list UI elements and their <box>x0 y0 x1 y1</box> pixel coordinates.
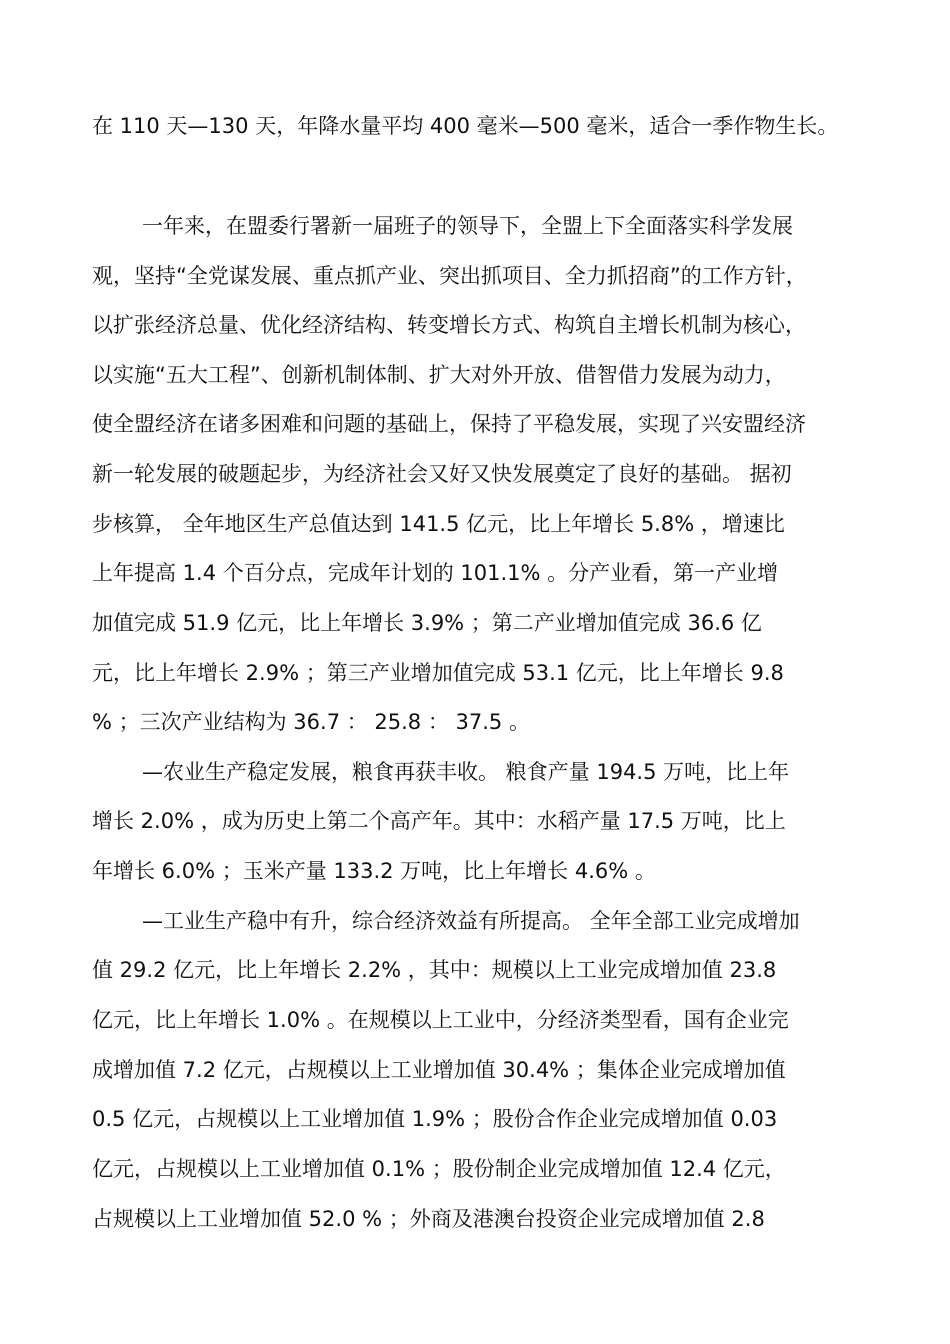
text-line: 年增长 6.0% ；玉米产量 133.2 万吨，比上年增长 4.6% 。 <box>92 859 656 883</box>
text-line: 亿元，比上年增长 1.0% 。在规模以上工业中，分经济类型看，国有企业完 <box>92 1008 789 1032</box>
text-line: 值 29.2 亿元，比上年增长 2.2% ，其中：规模以上工业完成增加值 23.8 <box>92 958 777 982</box>
text-line: 上年提高 1.4 个百分点，完成年计划的 101.1% 。分产业看，第一产业增 <box>92 561 779 585</box>
text-line: 亿元，占规模以上工业增加值 0.1% ；股份制企业完成增加值 12.4 亿元， <box>92 1157 786 1181</box>
text-line: 元，比上年增长 2.9% ；第三产业增加值完成 53.1 亿元，比上年增长 9.8 <box>92 661 784 685</box>
text-line: 步核算， 全年地区生产总值达到 141.5 亿元，比上年增长 5.8% ，增速比 <box>92 512 785 536</box>
text-line: 增长 2.0% ，成为历史上第二个高产年。其中：水稻产量 17.5 万吨，比上 <box>92 809 786 833</box>
text-line: —农业生产稳定发展，粮食再获丰收。 粮食产量 194.5 万吨，比上年 <box>142 760 790 784</box>
text-line: 在 110 天—130 天，年降水量平均 400 毫米—500 毫米，适合一季作物生长。 <box>92 114 839 138</box>
text-line: 使全盟经济在诸多困难和问题的基础上，保持了平稳发展，实现了兴安盟经济 <box>92 412 806 436</box>
text-line: —工业生产稳中有升，综合经济效益有所提高。 全年全部工业完成增加 <box>142 909 800 933</box>
text-line: 新一轮发展的破题起步，为经济社会又好又快发展奠定了良好的基础。 据初 <box>92 462 792 486</box>
text-line: 以实施“五大工程”、创新机制体制、扩大对外开放、借智借力发展为动力， <box>92 363 786 387</box>
text-line: 0.5 亿元，占规模以上工业增加值 1.9% ；股份合作企业完成增加值 0.03 <box>92 1107 778 1131</box>
text-line: 一年来，在盟委行署新一届班子的领导下，全盟上下全面落实科学发展 <box>142 214 793 238</box>
text-line: 以扩张经济总量、优化经济结构、转变增长方式、构筑自主增长机制为核心， <box>92 313 806 337</box>
text-line: % ；三次产业结构为 36.7 ： 25.8 ： 37.5 。 <box>92 710 530 734</box>
text-line: 成增加值 7.2 亿元，占规模以上工业增加值 30.4% ；集体企业完成增加值 <box>92 1058 786 1082</box>
text-line: 观，坚持“全党谋发展、重点抓产业、突出抓项目、全力抓招商”的工作方针， <box>92 264 807 288</box>
text-line: 加值完成 51.9 亿元，比上年增长 3.9% ；第二产业增加值完成 36.6 亿 <box>92 611 762 635</box>
text-line: 占规模以上工业增加值 52.0 % ；外商及港澳台投资企业完成增加值 2.8 <box>92 1207 765 1231</box>
